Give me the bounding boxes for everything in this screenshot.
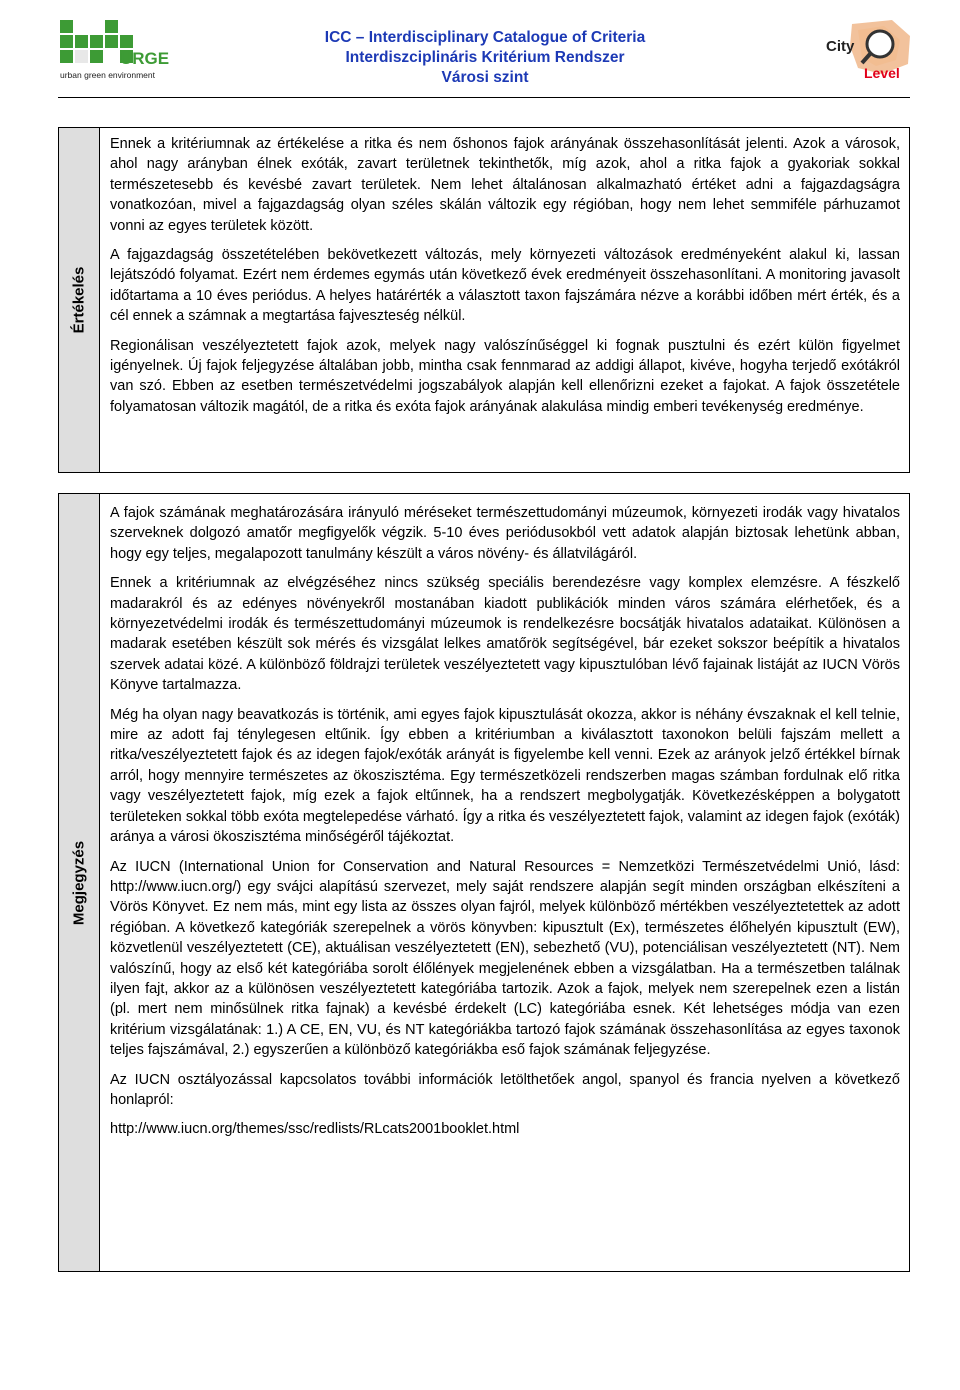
- evaluation-paragraph: Ennek a kritériumnak az értékelése a ritka és nem őshonos fajok arányának összehasonlítását jelenti. Azok a városok, ahol nagy arányban élnek exóták, zavart területnek tekinthetők, míg azok, ahol a ritka fajok a gyakoriak sokkal természetesebb és kevésbé zavart területek. Nem lehet általánosan alkalmazható értéket adni a fajgazdagságra vonatkozóan, mivel a fajgazdagság olyan széles skálán változik egy régióban, hogy nem lehet semmiféle párhuzamot vonni az egyes területek között.: [110, 136, 900, 234]
- notes-paragraph: Az IUCN (International Union for Conservation and Natural Resources = Nemzetközi Természetvédelmi Unió, lásd: http://www.iucn.org/) egy svájci alapítású szervezet, mely saját rendszere alapján segít minden országban elkészíteni a Vörös Könyvet. Ez nem más, mint egy lista az összes olyan fajról, melyek különböző mértékben veszélyeztetettek az adott régióban. A következő kategóriák szerepelnek a vörös könyvben: kipusztult (Ex), természetes élőhelyén kipusztult (EW), közvetlenül veszélyeztetett (CE), aktuálisan veszélyeztetett (EN), sebezhető (VU), potenciálisan veszélyeztetett (NT). Nem valószínű, hogy az első két kategóriába sorolt élőlények megjelenének ebben a vizsgálatban. Ha a természetben találnak ilyen fajt, akkor az a különösen veszélyeztetett kategóriába tartozik. Azok a fajok, melyek nem szerepelnek ezen a listán (pl. mert nem minősülnek ritka fajnak) a kevésbé érdekelt (LC) kategóriába esnek. Két lehetséges módja van ezen kritérium vizsgálatának: 1.) A CE, EN, VU, és NT kategóriákba tartozó fajok számának összehasonlítása az egyes taxonok teljes fajszámával, 2.) egyszerűen a különböző kategóriákba eső fajok számának feljegyzése.: [110, 858, 900, 1059]
- header-title-line3: Városi szint: [441, 69, 529, 86]
- city-level-logo-icon: [822, 16, 914, 82]
- page-header: [0, 0, 960, 100]
- iucn-url-link[interactable]: http://www.iucn.org/themes/ssc/redlists/RLcats2001booklet.html: [110, 1121, 520, 1138]
- notes-side-panel: [59, 494, 100, 1271]
- evaluation-paragraph: Regionálisan veszélyeztetett fajok azok, melyek nagy valószínűséggel ki fognak pusztulni és ezért külön figyelmet igényelnek. Új fajok feljegyzése általában jobb, mintha csak fennmarad az addigi állapot, kivéve, hogyha terjedő exótákról van szó. Ebben az esetben természetvédelmi jogszabályok alapján kell ellenőrizni ezeket a fajokat. A fajok összetétele folyamatosan változik magától, de a ritka és exóta fajok arányának alakulása mindig emberi tevékenység eredménye.: [110, 337, 900, 415]
- urge-logo-name: URGE: [120, 49, 170, 68]
- evaluation-section: [58, 127, 910, 473]
- notes-paragraph: Az IUCN osztályozással kapcsolatos további információk letölthetőek angol, spanyol és francia nyelven a következő honlapról:: [110, 1071, 900, 1108]
- evaluation-content: [110, 128, 900, 472]
- header-divider: [58, 97, 910, 98]
- notes-label: Megjegyzés: [70, 840, 88, 925]
- header-title-line2: Interdiszciplináris Kritérium Rendszer: [345, 49, 625, 66]
- urge-logo-subtitle: urban green environment: [60, 70, 155, 80]
- city-level-logo-line2: Level: [864, 65, 900, 81]
- notes-paragraph: Még ha olyan nagy beavatkozás is történik, ami egyes fajok kipusztulását okozza, akkor is néhány évszaknak el kell telnie, mire az adott faj ténylegesen eltűnik. Így ebben a kritériumban a kiválasztott taxonokon belüli fajszám mellett a ritka/veszélyeztetett fajok és az idegen fajok/exóták arányát is figyelembe kell venni. Ezek az arányok jelző értékkel bírnak arról, hogy mennyire természetes az ökoszisztéma. Egy természetközeli rendszerben magas számban fordulnak elő ritka vagy veszélyeztetett fajok, míg ezek a fajok eltűnnek, ha a rendszert megbolygatják. Következésképpen a bolygatott területeken sokkal több exóta megtelepedése várható. Így a ritka és veszélyeztetett fajok, valamint az idegen fajok (exóták) aránya a városi ökoszisztéma minőségéről tájékoztat.: [110, 706, 900, 846]
- notes-paragraph: A fajok számának meghatározására irányuló méréseket természettudományi múzeumok, környezeti irodák vagy hivatalos szerveknek dolgozó amatőr megfigyelők végzik. 5-10 éves periódusokból vett adatok alapján biztosak lehetünk abban, hogy egy teljes, megalapozott tanulmány készült a város növény- és állatvilágáról.: [110, 505, 900, 562]
- notes-paragraph: Ennek a kritériumnak az elvégzéséhez nincs szükség speciális berendezésre vagy komplex elemzésre. A fészkelő madarakról és az edényes növényekről mostanában kiadott publikációk minden város számára elérhetőek, és a környezetvédelmi irodák és természettudományi múzeumok is rendelkezésre bocsátják hivatalos adataikat. Különösen a madarak esetében készült sok mérés és vizsgálat lelkes amatőrök segítségével, bár ezeket sokszor beépítik a hivatalos szervek adatai közé. A különböző földrajzi területek veszélyeztetett vagy kipusztulóban lévő fajainak listáját az IUCN Vörös Könyve tartalmazza.: [110, 575, 900, 694]
- urge-logo-icon: [58, 18, 183, 84]
- evaluation-side-panel: [59, 128, 100, 472]
- header-title: [250, 28, 720, 88]
- notes-section: [58, 493, 910, 1272]
- evaluation-paragraph: A fajgazdagság összetételében bekövetkezett változás, mely környezeti változások eredményeként alakul ki, lassan lejátszódó folyamat. Ezért nem érdemes egymás után következő évek eredményeit összehasonlítani. A monitoring javasolt időtartama a 10 éves periódus. A helyes határérték a választott taxon fajszámára nézve a korábbi időben mért érték, és a cél ennek a számnak a megtartása fajveszteség nélkül.: [110, 247, 900, 325]
- city-level-logo-line1: City: [826, 38, 855, 55]
- header-title-line1: ICC – Interdisciplinary Catalogue of Criteria: [324, 29, 646, 46]
- evaluation-label: Értékelés: [70, 266, 88, 334]
- notes-content: [110, 494, 900, 1271]
